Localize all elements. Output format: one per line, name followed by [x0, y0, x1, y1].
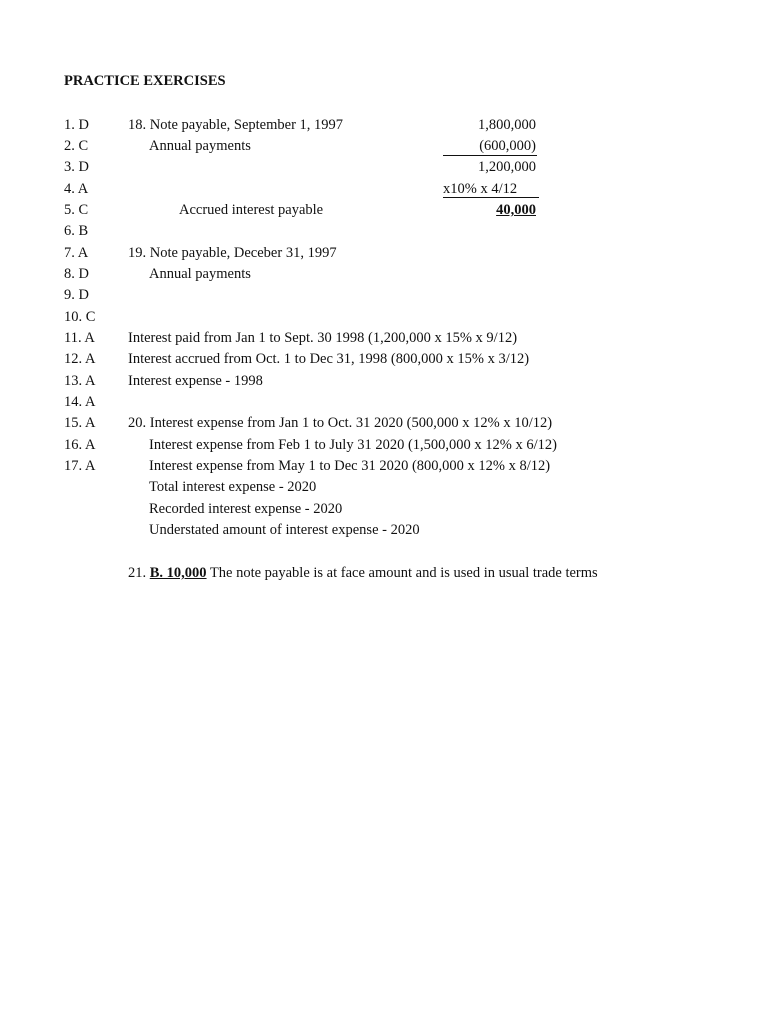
answer-item: 6. B — [64, 223, 89, 239]
page-title: PRACTICE EXERCISES — [64, 73, 226, 89]
answer-item: 14. A — [64, 394, 96, 410]
answer-item: 8. D — [64, 266, 89, 282]
answer-item: 11. A — [64, 330, 95, 346]
q20-line: Interest expense from Feb 1 to July 31 2020 (1,500,000 x 12% x 6/12) — [149, 437, 557, 453]
answer-item: 4. A — [64, 181, 89, 197]
answer-item: 16. A — [64, 437, 96, 453]
q18-total-rule — [443, 197, 539, 198]
q20-line: Understated amount of interest expense - 2020 — [149, 522, 420, 538]
answer-item: 3. D — [64, 159, 89, 175]
answer-item: 10. C — [64, 309, 96, 325]
q19-line: Interest accrued from Oct. 1 to Dec 31, 1998 (800,000 x 15% x 3/12) — [128, 351, 530, 367]
q19-line: Interest paid from Jan 1 to Sept. 30 1998 (1,200,000 x 15% x 9/12) — [128, 330, 518, 346]
answer-item: 1. D — [64, 117, 89, 133]
answer-item: 9. D — [64, 287, 89, 303]
q18-value-rate: x10% x 4/12 — [443, 181, 518, 197]
q19-annual-payments: Annual payments — [149, 266, 251, 282]
q21-number: 21. — [128, 565, 147, 581]
q21-answer: B. 10,000 — [149, 565, 207, 581]
q20-line: Total interest expense - 2020 — [149, 479, 317, 495]
answer-item: 2. C — [64, 138, 89, 154]
q20-heading: 20. Interest expense from Jan 1 to Oct. 31 2020 (500,000 x 12% x 10/12) — [128, 415, 553, 431]
q18-value-accrued: 40,000 — [496, 202, 536, 218]
answer-item: 5. C — [64, 202, 89, 218]
q18-annual-payments: Annual payments — [149, 138, 251, 154]
q18-value-payment: (600,000) — [479, 138, 536, 154]
q18-subtotal-rule — [443, 155, 537, 156]
answer-item: 17. A — [64, 458, 96, 474]
answer-item: 7. A — [64, 245, 89, 261]
q21-explanation: The note payable is at face amount and is used in usual trade terms — [209, 565, 598, 581]
q19-heading: 19. Note payable, Deceber 31, 1997 — [128, 245, 337, 261]
answer-item: 12. A — [64, 351, 96, 367]
q18-value-principal: 1,800,000 — [478, 117, 536, 133]
q19-line: Interest expense - 1998 — [128, 373, 263, 389]
q18-heading: 18. Note payable, September 1, 1997 — [128, 117, 344, 133]
q21-line — [128, 564, 598, 582]
answer-item: 13. A — [64, 373, 96, 389]
q18-accrued-label: Accrued interest payable — [179, 202, 324, 218]
q20-line: Recorded interest expense - 2020 — [149, 501, 343, 517]
answer-item: 15. A — [64, 415, 96, 431]
q18-value-balance: 1,200,000 — [478, 159, 536, 175]
q20-line: Interest expense from May 1 to Dec 31 2020 (800,000 x 12% x 8/12) — [149, 458, 551, 474]
